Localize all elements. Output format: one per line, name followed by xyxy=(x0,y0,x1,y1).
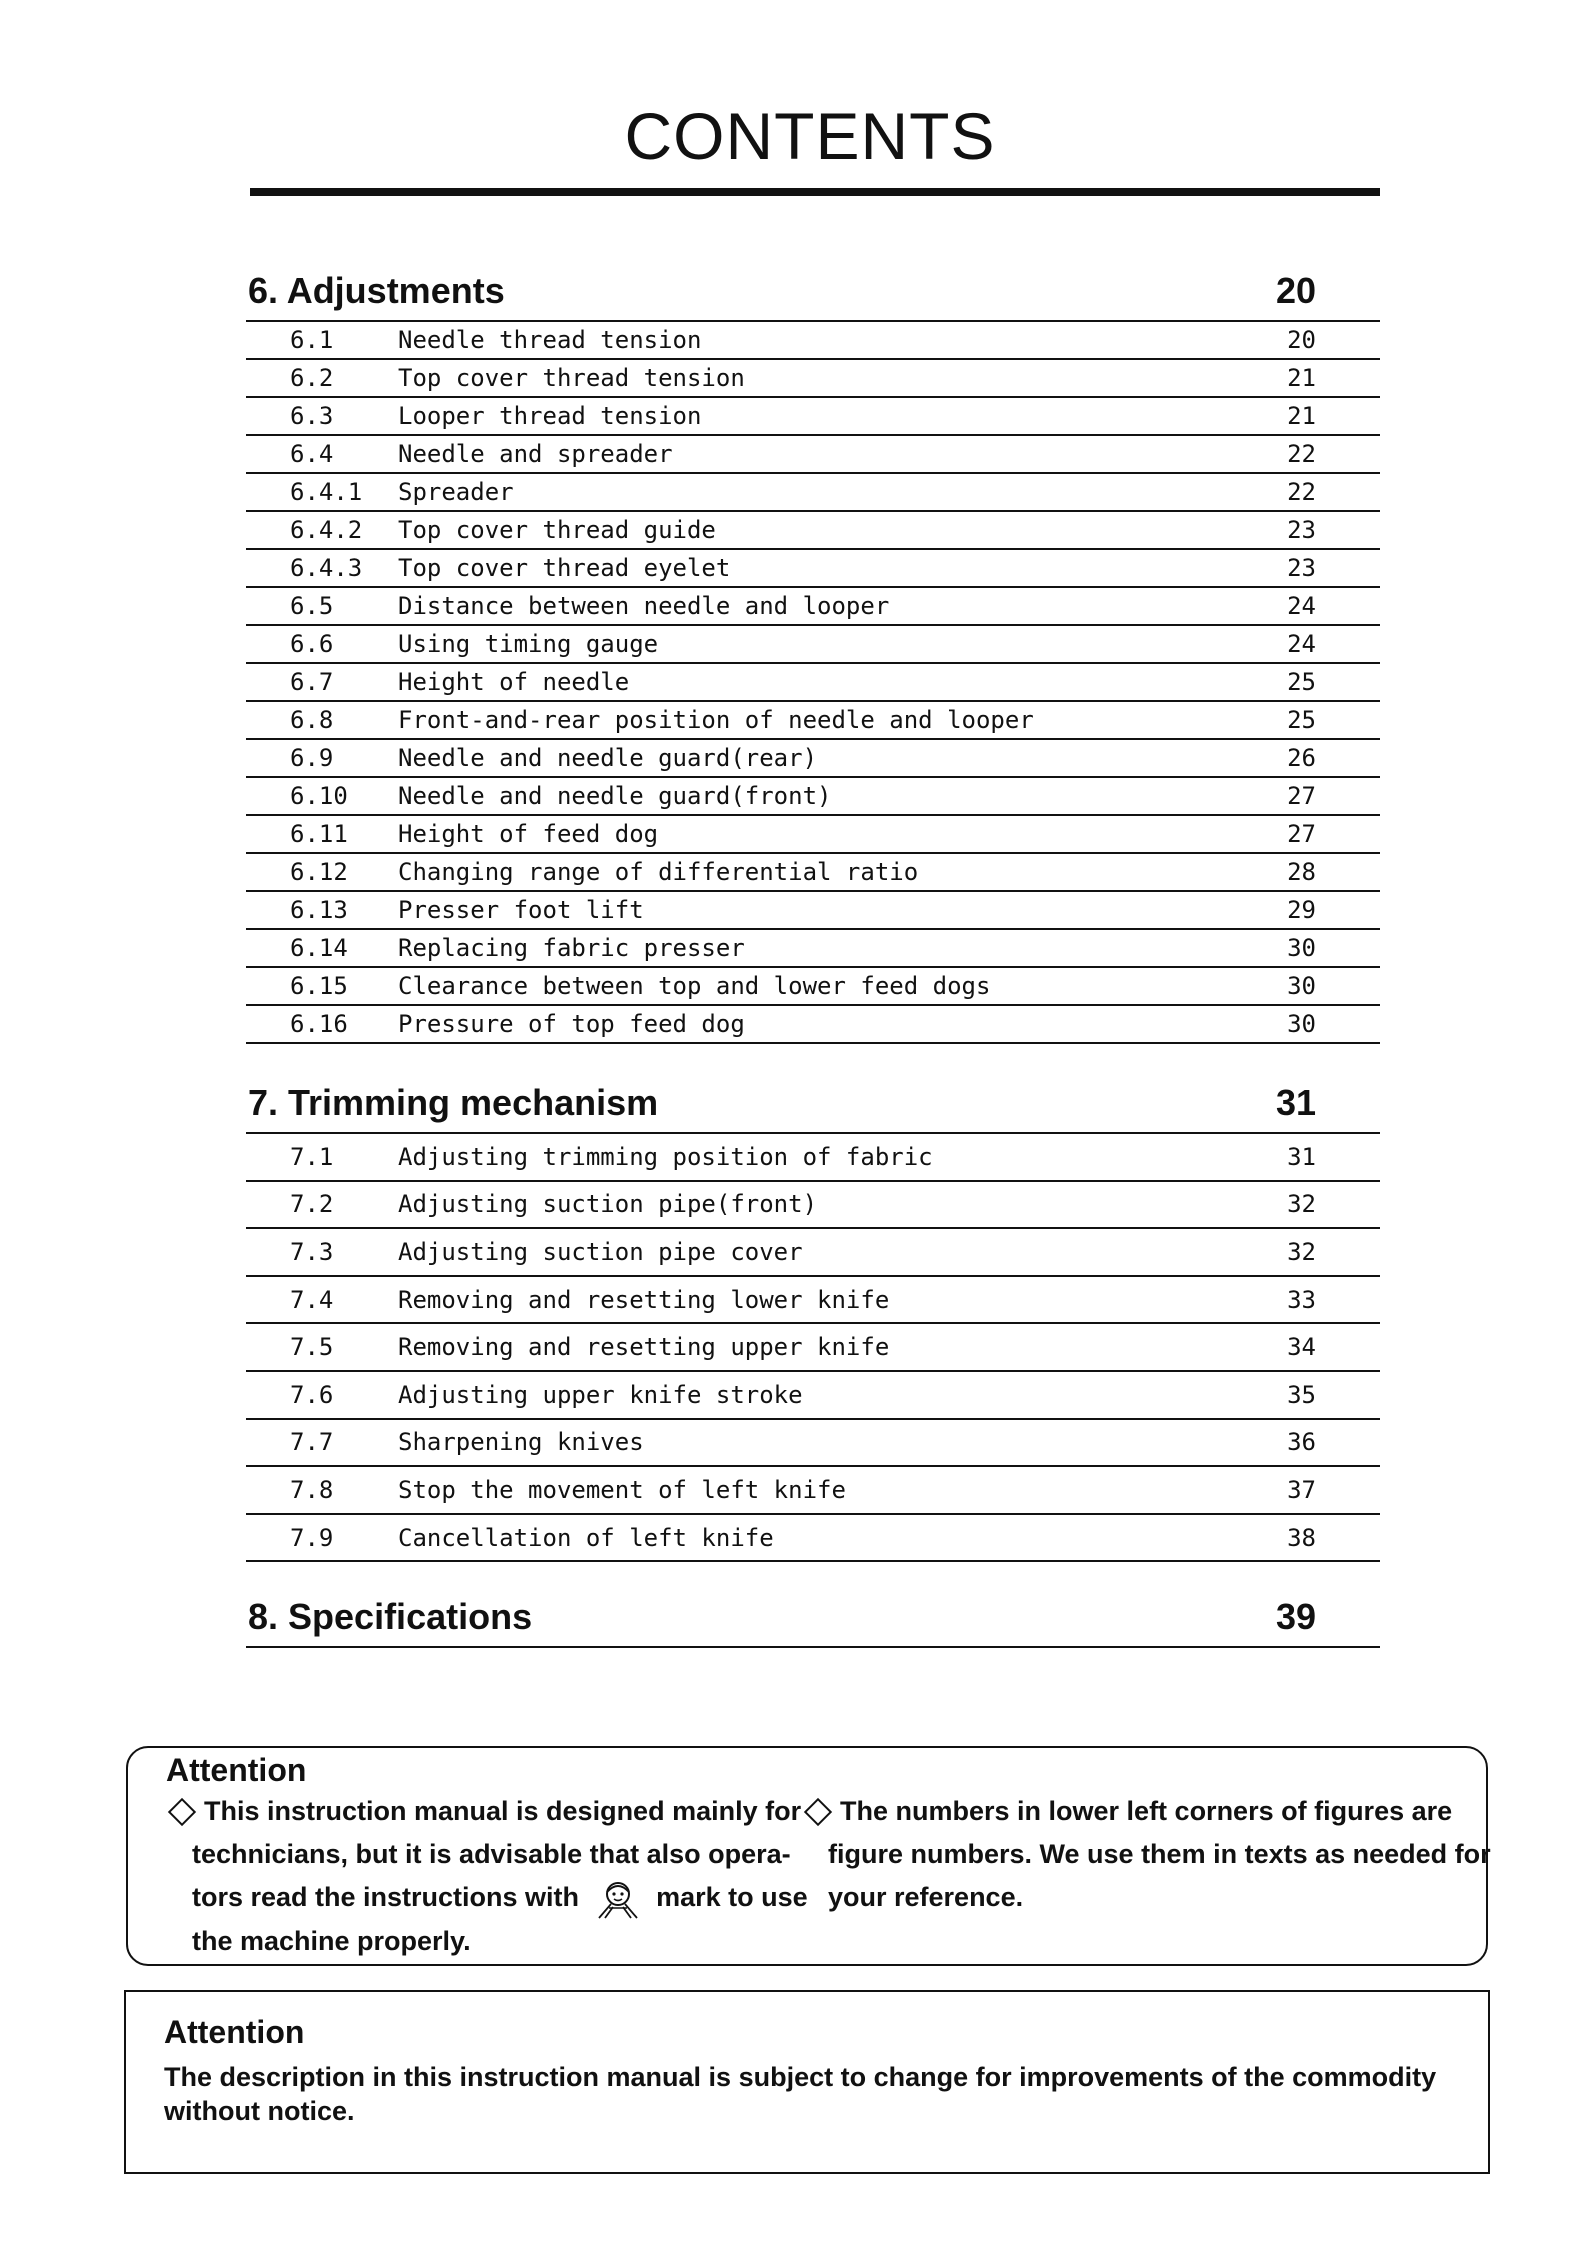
toc-item-page: 22 xyxy=(1287,440,1316,468)
toc-list xyxy=(246,322,1380,1044)
toc-item-label: Replacing fabric presser xyxy=(398,934,745,962)
attention-notice-text: The description in this instruction manual is subject to change for improvements of the commodity without notice. xyxy=(164,2062,1437,2126)
attention-left-line: mark to use xyxy=(656,1882,808,1912)
toc-item-page: 30 xyxy=(1287,1010,1316,1038)
attention-box-notice xyxy=(124,1990,1490,2174)
toc-item-page: 27 xyxy=(1287,782,1316,810)
toc-item-label: Adjusting upper knife stroke xyxy=(398,1380,803,1409)
toc-item-number: 6.1 xyxy=(290,326,334,354)
toc-item-number: 7.9 xyxy=(290,1523,334,1552)
toc-item-page: 30 xyxy=(1287,972,1316,1000)
diamond-bullet-icon xyxy=(168,1798,196,1826)
toc-item-page: 36 xyxy=(1287,1428,1316,1457)
attention-box-rounded xyxy=(126,1746,1491,1966)
toc-item-label: Looper thread tension xyxy=(398,402,702,430)
toc-section-specifications xyxy=(246,1588,1380,1648)
toc-item-page: 30 xyxy=(1287,934,1316,962)
section-title: 6. Adjustments xyxy=(248,270,505,311)
toc-item-page: 28 xyxy=(1287,858,1316,886)
toc-item-label: Height of needle xyxy=(398,668,630,696)
toc-item-page: 32 xyxy=(1287,1237,1316,1266)
toc-row xyxy=(246,626,1380,664)
toc-item-label: Adjusting suction pipe cover xyxy=(398,1237,803,1266)
toc-item-label: Removing and resetting lower knife xyxy=(398,1285,890,1314)
toc-item-label: Adjusting suction pipe(front) xyxy=(398,1190,818,1219)
toc-row xyxy=(246,1229,1380,1277)
toc-section-trimming-mechanism xyxy=(246,1074,1380,1562)
toc-item-label: Spreader xyxy=(398,478,514,506)
toc-item-number: 6.10 xyxy=(290,782,348,810)
toc-item-label: Adjusting trimming position of fabric xyxy=(398,1142,933,1171)
toc-row xyxy=(246,1372,1380,1420)
toc-item-page: 24 xyxy=(1287,630,1316,658)
toc-row xyxy=(246,664,1380,702)
toc-row xyxy=(246,398,1380,436)
toc-item-label: Front-and-rear position of needle and looper xyxy=(398,706,1034,734)
section-header xyxy=(246,262,1380,322)
toc-row xyxy=(246,1324,1380,1372)
toc-row xyxy=(246,930,1380,968)
attention-left-line: the machine properly. xyxy=(192,1925,471,1956)
toc-row xyxy=(246,968,1380,1006)
toc-item-number: 7.5 xyxy=(290,1333,334,1362)
section-header xyxy=(246,1588,1380,1648)
toc-item-number: 6.15 xyxy=(290,972,348,1000)
toc-item-page: 38 xyxy=(1287,1523,1316,1552)
toc-item-label: Needle and needle guard(rear) xyxy=(398,744,818,772)
toc-item-page: 23 xyxy=(1287,516,1316,544)
toc-item-number: 6.13 xyxy=(290,896,348,924)
toc-item-number: 6.4.1 xyxy=(290,478,363,506)
toc-row xyxy=(246,1515,1380,1563)
toc-item-number: 7.2 xyxy=(290,1190,334,1219)
toc-item-page: 32 xyxy=(1287,1190,1316,1219)
diamond-bullet-icon xyxy=(804,1798,832,1826)
toc-item-label: Needle and needle guard(front) xyxy=(398,782,832,810)
page-title: CONTENTS xyxy=(624,99,996,173)
attention-right-line: your reference. xyxy=(828,1882,1024,1912)
toc-item-label: Top cover thread guide xyxy=(398,516,716,544)
toc-row xyxy=(246,474,1380,512)
section-title: 7. Trimming mechanism xyxy=(248,1082,659,1123)
toc-item-label: Sharpening knives xyxy=(398,1428,644,1457)
toc-item-number: 7.4 xyxy=(290,1285,334,1314)
toc-item-page: 37 xyxy=(1287,1475,1316,1504)
toc-row xyxy=(246,816,1380,854)
toc-row xyxy=(246,512,1380,550)
attention-left-column xyxy=(166,1790,896,1963)
toc-item-label: Using timing gauge xyxy=(398,630,659,658)
toc-item-number: 6.4.3 xyxy=(290,554,363,582)
toc-section-adjustments xyxy=(246,262,1380,1044)
toc-item-number: 6.16 xyxy=(290,1010,348,1038)
toc-item-label: Stop the movement of left knife xyxy=(398,1475,846,1504)
toc-item-page: 23 xyxy=(1287,554,1316,582)
toc-item-label: Height of feed dog xyxy=(398,820,659,848)
toc-row xyxy=(246,854,1380,892)
toc-item-label: Presser foot lift xyxy=(398,896,644,924)
toc-item-number: 7.7 xyxy=(290,1428,334,1457)
toc-row xyxy=(246,588,1380,626)
toc-row xyxy=(246,1467,1380,1515)
toc-item-number: 6.2 xyxy=(290,364,334,392)
toc-item-label: Clearance between top and lower feed dogs xyxy=(398,972,991,1000)
toc-item-label: Cancellation of left knife xyxy=(398,1523,774,1552)
attention-right-line: figure numbers. We use them in texts as needed for xyxy=(828,1839,1491,1869)
toc-item-page: 21 xyxy=(1287,402,1316,430)
toc-item-number: 6.5 xyxy=(290,592,334,620)
toc-item-number: 7.6 xyxy=(290,1380,334,1409)
toc-item-number: 7.3 xyxy=(290,1237,334,1266)
toc-row xyxy=(246,550,1380,588)
section-header xyxy=(246,1074,1380,1134)
toc-item-number: 6.3 xyxy=(290,402,334,430)
toc-item-number: 6.9 xyxy=(290,744,334,772)
toc-item-label: Top cover thread eyelet xyxy=(398,554,731,582)
toc-item-page: 25 xyxy=(1287,668,1316,696)
toc-row xyxy=(246,436,1380,474)
toc-row xyxy=(246,322,1380,360)
toc-item-number: 6.8 xyxy=(290,706,334,734)
toc-item-label: Needle and spreader xyxy=(398,440,673,468)
toc-item-number: 6.14 xyxy=(290,934,348,962)
toc-item-page: 20 xyxy=(1287,326,1316,354)
toc-item-page: 34 xyxy=(1287,1333,1316,1362)
toc-item-page: 21 xyxy=(1287,364,1316,392)
toc-list xyxy=(246,1134,1380,1562)
toc-item-number: 6.11 xyxy=(290,820,348,848)
toc-item-number: 7.1 xyxy=(290,1142,334,1171)
operator-mark-icon xyxy=(589,1878,647,1920)
toc-row xyxy=(246,1006,1380,1044)
title-rule xyxy=(250,188,1380,196)
toc-row xyxy=(246,702,1380,740)
attention-left-line: This instruction manual is designed mainly for xyxy=(204,1796,802,1826)
toc-row xyxy=(246,1420,1380,1468)
attention-heading: Attention xyxy=(164,2014,305,2050)
section-page: 20 xyxy=(1275,270,1316,311)
section-title: 8. Specifications xyxy=(248,1596,533,1637)
toc-item-label: Distance between needle and looper xyxy=(398,592,890,620)
toc-item-label: Changing range of differential ratio xyxy=(398,858,919,886)
toc-row xyxy=(246,1182,1380,1230)
attention-right-line: The numbers in lower left corners of figures are xyxy=(840,1796,1453,1826)
toc-row xyxy=(246,1134,1380,1182)
toc-row xyxy=(246,740,1380,778)
toc-item-page: 35 xyxy=(1287,1380,1316,1409)
attention-right-column xyxy=(802,1790,1491,1919)
attention-left-line: technicians, but it is advisable that also opera- xyxy=(192,1839,791,1869)
toc-row xyxy=(246,778,1380,816)
toc-item-page: 24 xyxy=(1287,592,1316,620)
attention-left-line: tors read the instructions with xyxy=(192,1882,580,1912)
toc-item-label: Pressure of top feed dog xyxy=(398,1010,745,1038)
toc-item-label: Removing and resetting upper knife xyxy=(398,1333,890,1362)
section-page: 39 xyxy=(1275,1596,1316,1637)
toc-item-page: 33 xyxy=(1287,1285,1316,1314)
toc-item-label: Needle thread tension xyxy=(398,326,702,354)
toc-item-number: 6.6 xyxy=(290,630,334,658)
toc-item-page: 25 xyxy=(1287,706,1316,734)
toc-row xyxy=(246,360,1380,398)
toc-item-page: 27 xyxy=(1287,820,1316,848)
toc-row xyxy=(246,892,1380,930)
attention-heading: Attention xyxy=(166,1752,307,1788)
toc-item-page: 29 xyxy=(1287,896,1316,924)
toc-item-label: Top cover thread tension xyxy=(398,364,745,392)
toc-item-number: 6.7 xyxy=(290,668,334,696)
toc-item-number: 6.4 xyxy=(290,440,334,468)
toc-item-number: 7.8 xyxy=(290,1475,334,1504)
toc-item-number: 6.12 xyxy=(290,858,348,886)
toc-row xyxy=(246,1277,1380,1325)
toc-item-page: 26 xyxy=(1287,744,1316,772)
section-page: 31 xyxy=(1275,1082,1316,1123)
toc-item-number: 6.4.2 xyxy=(290,516,363,544)
toc-item-page: 22 xyxy=(1287,478,1316,506)
toc-item-page: 31 xyxy=(1287,1142,1316,1171)
